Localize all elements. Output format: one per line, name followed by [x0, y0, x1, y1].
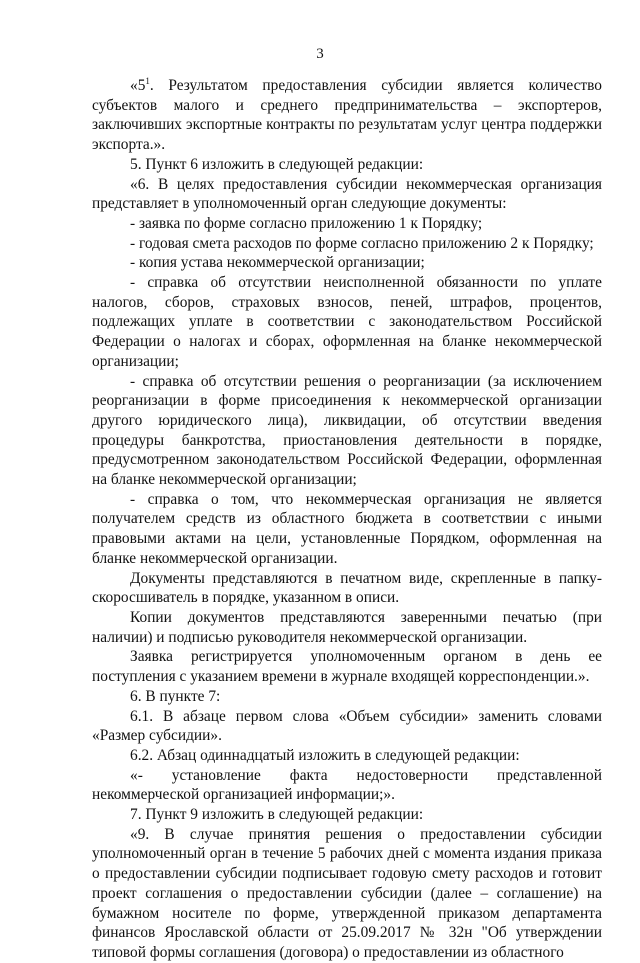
paragraph-documents-format: Документы представляются в печатном виде, скрепленные в папку-скоросшиватель в порядке, указанном в описи. [92, 569, 602, 607]
page-number: 3 [316, 46, 324, 62]
paragraph-item-6-1: 6.1. В абзаце первом слова «Объем субсидии» заменить словами «Размер субсидии». [92, 707, 602, 745]
paragraph-item-7: 7. Пункт 9 изложить в следующей редакции: [130, 806, 424, 824]
paragraph-item-6-2-text: «- установление факта недостоверности представленной некоммерческой организацией информации;». [92, 766, 602, 804]
list-item-application: - заявка по форме согласно приложению 1 к Порядку; [130, 214, 483, 232]
paragraph-copies: Копии документов представляются заверенными печатью (при наличии) и подписью руководителя некоммерческой организации. [92, 608, 602, 646]
list-item-charter-copy: - копия устава некоммерческой организации; [130, 254, 425, 272]
paragraph-item-6-2: 6.2. Абзац одиннадцатый изложить в следующей редакции: [130, 746, 520, 764]
list-item-tax-certificate: - справка об отсутствии неисполненной обязанности по уплате налогов, сборов, страховых взносов, пеней, штрафов, процентов, подлежащих уплате в соответствии с законодательством Российской Федерации о налогах и сборах, оформленная на бланке некоммерческой организации; [92, 274, 602, 370]
paragraph-registration: Заявка регистрируется уполномоченным органом в день ее поступления с указанием времени в журнале входящей корреспонденции.». [92, 648, 602, 686]
paragraph-item-5: 5. Пункт 6 изложить в следующей редакции: [130, 155, 424, 173]
document-body [92, 76, 602, 963]
list-item-funding-certificate: - справка о том, что некоммерческая организация не является получателем средств из областного бюджета в соответствии с иными правовыми актами на цели, установленные Порядком, оформленная на бланке некоммерческой организации. [92, 490, 602, 567]
paragraph-6-intro: «6. В целях предоставления субсидии некоммерческая организация представляет в уполномоченный орган следующие документы: [92, 175, 602, 213]
paragraph-item-6: 6. В пункте 7: [130, 687, 221, 705]
list-item-budget-estimate: - годовая смета расходов по форме согласно приложению 2 к Порядку; [130, 234, 594, 252]
list-item-reorganization-certificate: - справка об отсутствии решения о реорганизации (за исключением реорганизации в форме присоединения к некоммерческой организации другого юридического лица), ликвидации, об отсутствии введения процедуры банкротства, приостановления деятельности в порядке, предусмотренном законодательством Российской Федерации, оформленная на бланке некоммерческой организации; [92, 372, 602, 489]
paragraph-5-1: «$5^1$. Результатом предоставления субсидии является количество субъектов малого и среднего предпринимательства – экспортеров, заключивших экспортные контракты по результатам услуг центра поддержки экспорта.». [92, 76, 602, 154]
paragraph-item-9: «9. В случае принятия решения о предоставлении субсидии уполномоченный орган в течение 5 рабочих дней с момента издания приказа о предоставлении субсидии подписывает годовую смету расходов и готовит проект соглашения о предоставлении субсидии (далее – соглашение) на бумажном носителе по форме, утвержденной приказом департамента финансов Ярославской области от 25.09.2017 № 32н "Об утверждении типовой формы соглашения (договора) о предоставлении из областного [92, 825, 602, 961]
